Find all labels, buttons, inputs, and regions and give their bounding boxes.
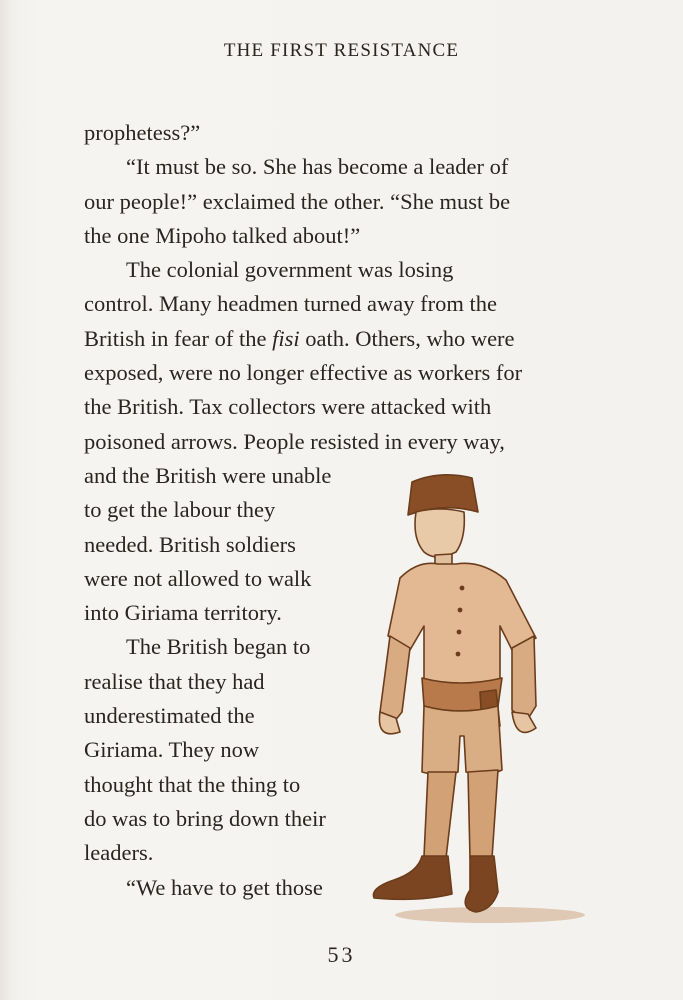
text-segment: British in fear of the <box>84 325 273 351</box>
text-line: and the British were unable <box>84 462 332 488</box>
running-header: THE FIRST RESISTANCE <box>223 40 460 61</box>
text-line <box>84 322 522 356</box>
text-line: prophetess?” <box>84 120 201 145</box>
text-line: Giriama. They now <box>84 737 260 763</box>
text-line: do was to bring down their <box>84 805 326 831</box>
text-segment: oath. Others, who were <box>299 325 515 351</box>
soldier-illustration <box>360 460 590 930</box>
text-line: the one Mipoho talked about!” <box>84 222 361 248</box>
text-line: “We have to get those <box>126 874 323 900</box>
text-line: control. Many headmen turned away from the <box>84 291 497 317</box>
page-number: 53 <box>327 942 356 967</box>
text-line: leaders. <box>84 840 154 866</box>
text-line: were not allowed to walk <box>84 565 312 591</box>
text-line: to get the labour they <box>84 497 276 523</box>
text-line: into Giriama territory. <box>84 600 282 626</box>
text-line: thought that the thing to <box>84 771 301 797</box>
italic-word: fisi <box>272 325 300 351</box>
text-line: exposed, were no longer effective as workers for <box>84 360 523 386</box>
text-line: realise that they had <box>84 668 265 694</box>
text-line: the British. Tax collectors were attacked with <box>84 394 492 420</box>
text-line: underestimated the <box>84 703 255 729</box>
text-line: The British began to <box>126 634 311 660</box>
text-line: poisoned arrows. People resisted in every way, <box>84 428 505 454</box>
text-line: The colonial government was losing <box>126 257 454 283</box>
text-line: our people!” exclaimed the other. “She must be <box>84 188 511 214</box>
text-line: “It must be so. She has become a leader of <box>126 154 509 180</box>
text-line: needed. British soldiers <box>84 531 296 557</box>
